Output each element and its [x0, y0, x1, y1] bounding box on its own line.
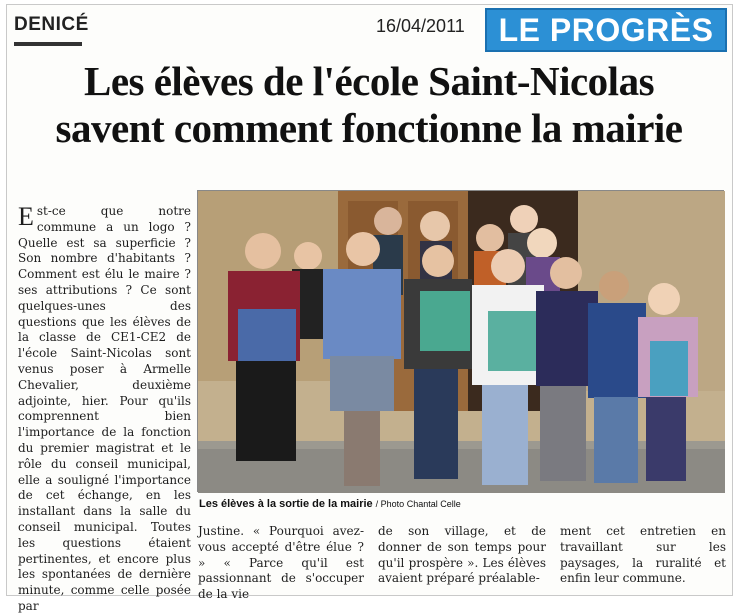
group-photo	[197, 190, 724, 492]
newspaper-logo	[485, 8, 727, 52]
headline	[10, 58, 728, 152]
drop-cap: E	[18, 202, 34, 231]
photo-caption	[199, 498, 461, 510]
logo-text: LE PROGRÈS	[498, 11, 714, 48]
article-column-3: de son village, et de donner de son temps pour qu'il prospère ». Les élèves avaient préparé préalable-	[378, 524, 546, 586]
article-column-2: Justine. « Pourquoi avez-vous accepté d'être élue ? » « Parce qu'il est passionnant de s'occuper de la vie	[198, 524, 364, 602]
caption-text: Les élèves à la sortie de la mairie	[199, 498, 373, 510]
headline-line-2: savent comment fonctionne la mairie	[55, 105, 683, 151]
headline-line-1: Les élèves de l'école Saint-Nicolas	[83, 58, 655, 104]
locality-label: DENICÉ	[14, 14, 89, 35]
column-1-text: st-ce que notre commune a un logo ? Quelle est sa superficie ? Son nombre d'habitants ? Comment est élu le maire ? ses attributions ? Ce sont quelques-unes des questions que les élèves de la classe de CE1-CE2 de l'école Saint-Nicolas sont venus poser à Armelle Chevalier, deuxième adjointe, hier. Pour qu'ils comprennent bien l'importance de la fonction du premier magistrat et le rôle du conseil municipal, elle a souligné l'importance de cet échange, en les installant dans la salle du conseil municipal. Toutes les questions étaient pertinentes, et encore plus les spontanées de dernière minute, comme celle posée par	[18, 204, 191, 613]
article-column-4: ment cet entretien en travaillant sur les paysages, la ruralité et enfin leur commune.	[560, 524, 726, 586]
publication-date: 16/04/2011	[376, 16, 465, 36]
photo-credit: / Photo Chantal Celle	[375, 499, 461, 509]
locality-underline	[14, 42, 82, 46]
group-photo-image	[198, 191, 725, 493]
article-column-1	[18, 204, 191, 615]
